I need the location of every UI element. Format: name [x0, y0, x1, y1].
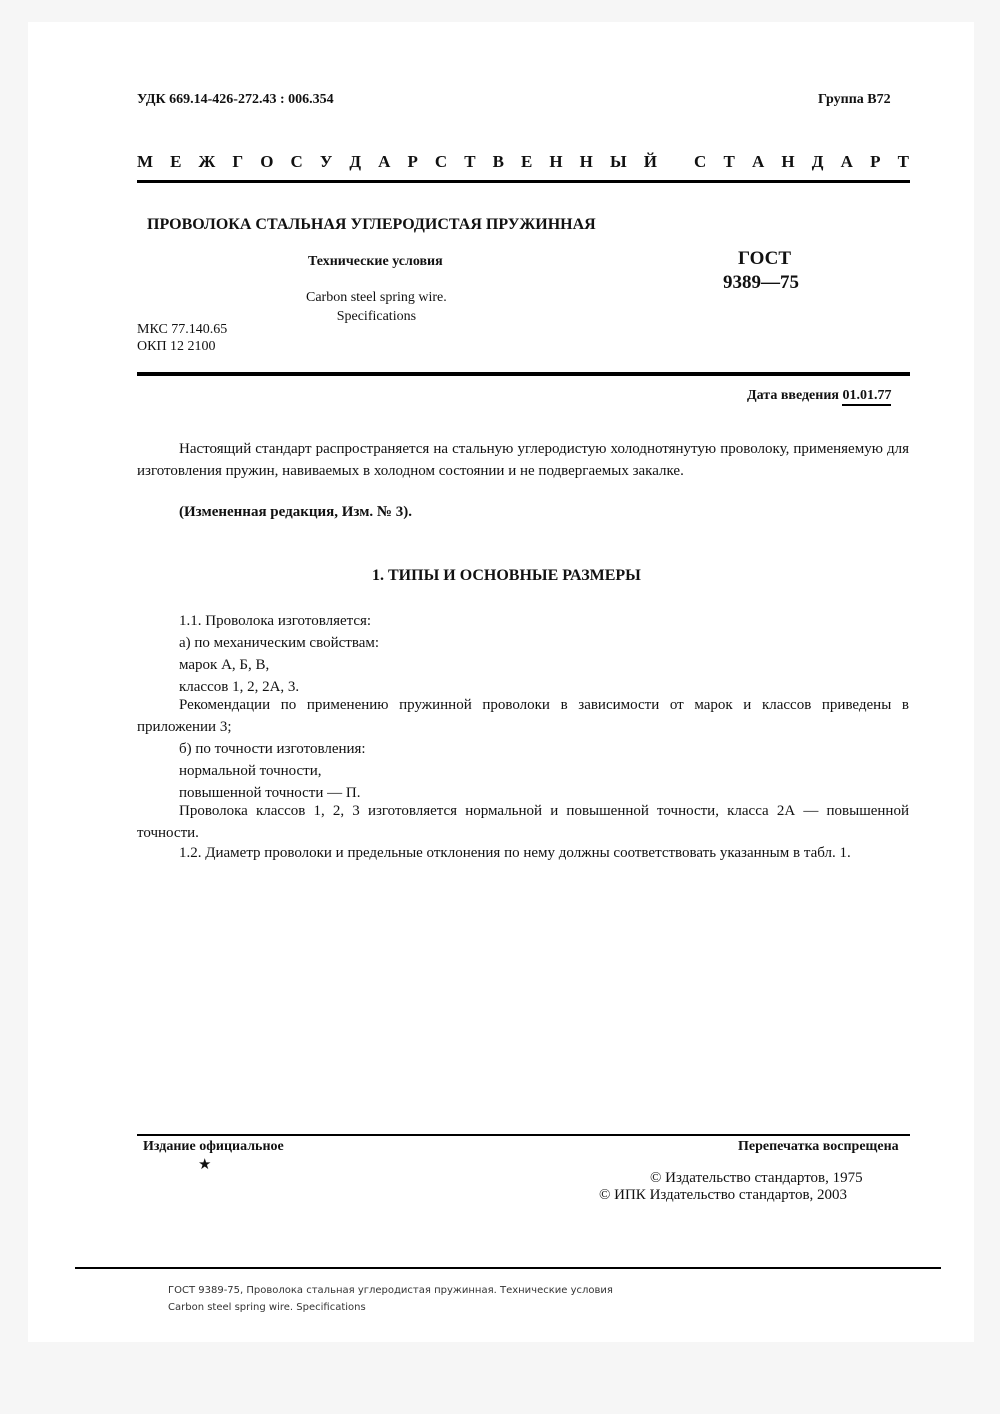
- clause-class-precision: Проволока классов 1, 2, 3 изготовляется нормальной и повышенной точности, класса 2А — повышенной точности.: [137, 803, 909, 841]
- gost-label: ГОСТ: [738, 248, 792, 269]
- clause-b: б) по точности изготовления:: [179, 741, 366, 757]
- heading-letter: Р: [870, 152, 881, 171]
- reprint-prohibited: Перепечатка воспрещена: [738, 1139, 899, 1154]
- header-rule: [137, 180, 910, 183]
- clause-1-2: 1.2. Диаметр проволоки и предельные отклонения по нему должны соответствовать указанным в табл. 1.: [179, 845, 851, 861]
- okp-code: ОКП 12 2100: [137, 339, 216, 354]
- heading-letter: О: [260, 152, 274, 171]
- heading-letter: Т: [723, 152, 735, 171]
- heading-letter: А: [378, 152, 391, 171]
- clause-1-1: 1.1. Проволока изготовляется:: [179, 613, 372, 629]
- section-title: 1. ТИПЫ И ОСНОВНЫЕ РАЗМЕРЫ: [372, 567, 641, 584]
- star-icon: ★: [198, 1157, 212, 1173]
- heading-letter: У: [319, 152, 333, 171]
- heading-letter: Н: [579, 152, 593, 171]
- heading-letter: А: [840, 152, 853, 171]
- title-en: [306, 288, 447, 326]
- heading-letter: Д: [811, 152, 824, 171]
- title-en-line1: Carbon steel spring wire.: [306, 290, 447, 305]
- heading-letter: Ы: [609, 152, 627, 171]
- footer-rule: [75, 1267, 941, 1269]
- page-footer: [168, 1282, 613, 1316]
- heading-letter: Т: [464, 152, 476, 171]
- heading-letter: Ж: [198, 152, 216, 171]
- heading-letter: Р: [407, 152, 418, 171]
- footer-line-2: Carbon steel spring wire. Specifications: [168, 1302, 366, 1313]
- bottom-rule: [137, 1134, 910, 1136]
- intro-paragraph: Настоящий стандарт распространяется на стальную углеродистую холоднотянутую проволоку, применяемую для изготовления пружин, навиваемых в холодном состоянии и не подвергаемых закалке.: [137, 441, 909, 479]
- interstate-word-1: [137, 152, 657, 172]
- gost-number: 9389—75: [723, 272, 799, 293]
- heading-letter: С: [434, 152, 448, 171]
- clause-recommendation: Рекомендации по применению пружинной проволоки в зависимости от марок и классов приведены в приложении 3;: [137, 697, 909, 735]
- footer-line-1: ГОСТ 9389-75, Проволока стальная углеродистая пружинная. Технические условия: [168, 1285, 613, 1296]
- date-value: 01.01.77: [842, 388, 891, 406]
- document-title: ПРОВОЛОКА СТАЛЬНАЯ УГЛЕРОДИСТАЯ ПРУЖИННАЯ: [147, 216, 596, 233]
- heading-letter: А: [751, 152, 765, 171]
- heading-letter: В: [492, 152, 504, 171]
- copyright-2003: © ИПК Издательство стандартов, 2003: [599, 1187, 848, 1203]
- title-en-line2: Specifications: [336, 309, 417, 324]
- clause-marks: марок А, Б, В,: [179, 657, 270, 673]
- interstate-standard-heading: [137, 152, 909, 172]
- heading-letter: М: [137, 152, 154, 171]
- udk-code: УДК 669.14-426-272.43 : 006.354: [137, 92, 334, 107]
- official-edition: Издание официальное: [143, 1139, 284, 1154]
- heading-letter: С: [290, 152, 303, 171]
- mks-code: МКС 77.140.65: [137, 322, 228, 337]
- interstate-word-2: [694, 152, 909, 172]
- heading-letter: Е: [520, 152, 533, 171]
- title-block-rule: [137, 372, 910, 376]
- heading-letter: Й: [643, 152, 657, 171]
- heading-letter: Д: [349, 152, 362, 171]
- clause-increased-precision: повышенной точности — П.: [179, 785, 361, 801]
- copyright-1975: © Издательство стандартов, 1975: [650, 1170, 863, 1186]
- heading-letter: Н: [549, 152, 563, 171]
- group-code: Группа В72: [818, 92, 891, 107]
- heading-letter: Н: [781, 152, 795, 171]
- heading-letter: Е: [170, 152, 182, 171]
- heading-letter: Г: [232, 152, 244, 171]
- date-label: Дата введения: [747, 388, 839, 403]
- heading-letter: Т: [897, 152, 909, 171]
- introduction-date: [747, 388, 891, 404]
- clause-classes: классов 1, 2, 2А, 3.: [179, 679, 300, 695]
- heading-letter: С: [694, 152, 707, 171]
- clause-a: а) по механическим свойствам:: [179, 635, 380, 651]
- clause-normal-precision: нормальной точности,: [179, 763, 322, 779]
- amendment-note: (Измененная редакция, Изм. № 3).: [179, 504, 413, 520]
- subtitle-ru: Технические условия: [308, 254, 443, 269]
